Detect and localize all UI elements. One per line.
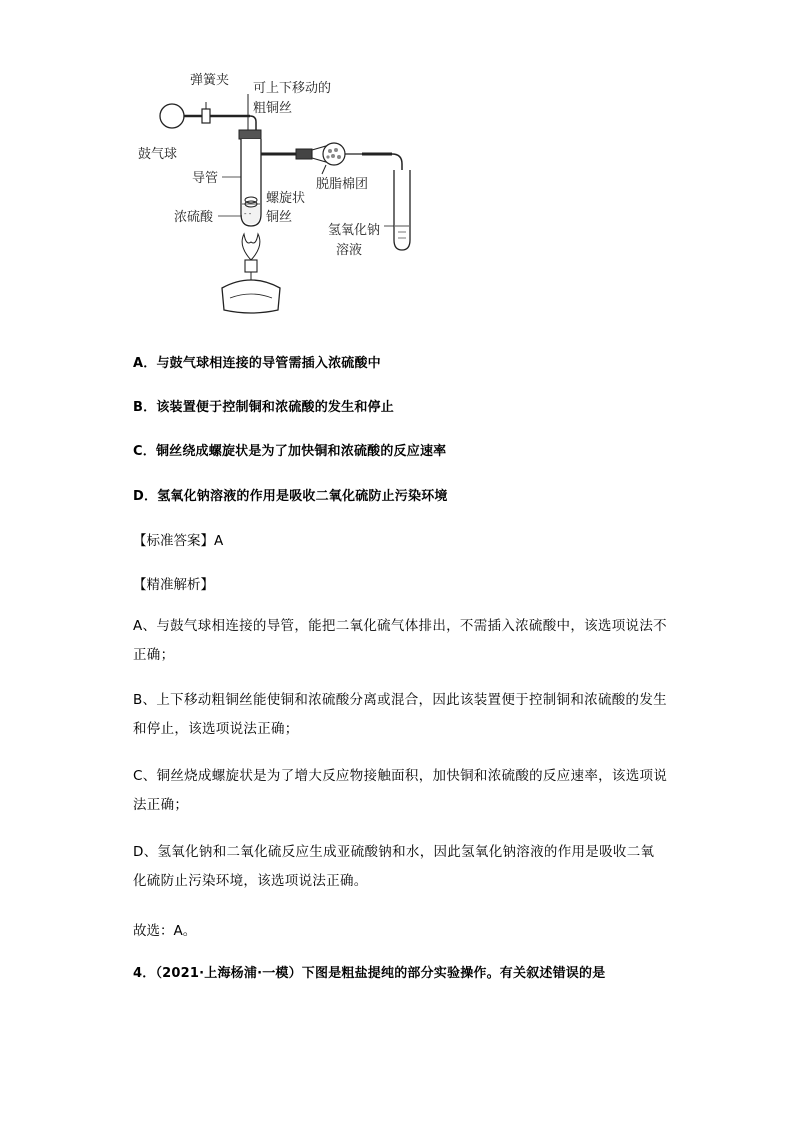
analysis-b: B、上下移动粗铜丝能使铜和浓硫酸分离或混合，因此该装置便于控制铜和浓硫酸的发生和停止，该选项说法正确；: [133, 692, 667, 737]
lamp-neck: [245, 260, 257, 272]
alcohol-lamp: [222, 280, 280, 313]
analysis-d: D、氢氧化钠和二氧化硫反应生成亚硫酸钠和水，因此氢氧化钠溶液的作用是吸收二氧化硫防止污染环境，该选项说法正确。: [133, 844, 655, 889]
label-movable-wire-2: 粗铜丝: [253, 101, 293, 116]
label-cotton: 脱脂棉团: [316, 177, 369, 192]
answer-line: [133, 529, 223, 549]
next-question: 4．（2021·上海杨浦·一模）下图是粗盐提纯的部分实验操作。有关叙述错误的是: [133, 966, 606, 981]
analysis-label: 【精准解析】: [133, 577, 214, 593]
label-acid: 浓硫酸: [174, 210, 214, 225]
label-tube: 导管: [192, 171, 219, 186]
label-naoh-2: 溶液: [336, 243, 363, 258]
answer-label: 【标准答案】: [133, 533, 214, 549]
label-bellows: 鼓气球: [138, 147, 178, 162]
option-a-letter: A．: [133, 356, 157, 371]
option-d: [133, 485, 448, 504]
label-spiral-wire-2: 铜丝: [266, 210, 293, 225]
option-b-letter: B．: [133, 400, 157, 415]
option-c-text: 铜丝绕成螺旋状是为了加快铜和浓硫酸的反应速率: [155, 444, 447, 459]
spring-clip: [202, 109, 210, 123]
apparatus-diagram: [130, 66, 430, 328]
label-spring-clip: 弹簧夹: [190, 73, 230, 88]
cotton-bulb: [323, 143, 345, 165]
apparatus-figure: [130, 66, 430, 328]
label-naoh-1: 氢氧化钠: [328, 223, 381, 238]
option-a: [133, 352, 381, 371]
option-b: [133, 396, 394, 415]
bellows-ball: [160, 104, 184, 128]
stopper: [239, 130, 261, 139]
conclusion: 故选：A。: [133, 923, 197, 939]
flame: [242, 234, 260, 260]
option-d-text: 氢氧化钠溶液的作用是吸收二氧化硫防止污染环境: [157, 489, 448, 504]
option-c-letter: C．: [133, 444, 156, 459]
label-movable-wire-1: 可上下移动的: [253, 81, 332, 96]
option-c: [133, 440, 446, 459]
answer-value: A: [214, 533, 224, 549]
analysis-c: C、铜丝烧成螺旋状是为了增大反应物接触面积，加快铜和浓硫酸的反应速率，该选项说法正确；: [133, 768, 668, 813]
svg-text:- -: - -: [244, 210, 252, 218]
analysis-a: A、与鼓气球相连接的导管，能把二氧化硫气体排出，不需插入浓硫酸中，该选项说法不正确；: [133, 618, 667, 663]
option-b-text: 该装置便于控制铜和浓硫酸的发生和停止: [156, 400, 394, 415]
label-spiral-wire-1: 螺旋状: [266, 191, 306, 206]
option-d-letter: D．: [133, 489, 158, 504]
option-a-text: 与鼓气球相连接的导管需插入浓硫酸中: [156, 356, 381, 371]
